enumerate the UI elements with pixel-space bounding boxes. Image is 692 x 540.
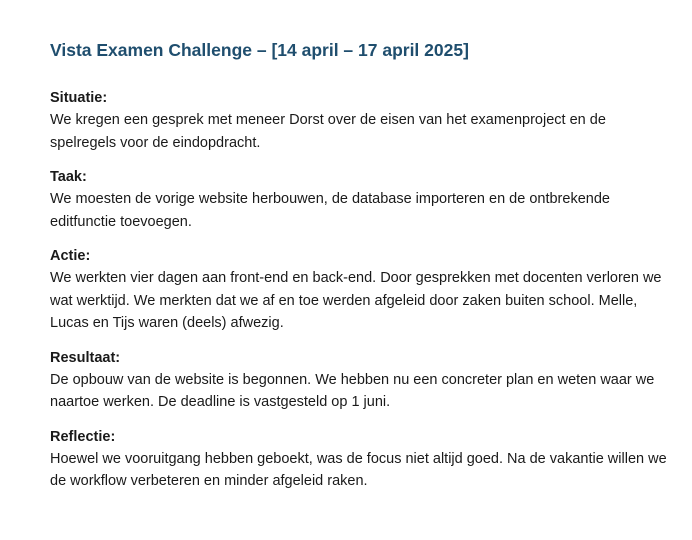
section-actie — [50, 245, 670, 335]
section-text: De opbouw van de website is begonnen. We hebben nu een concreter plan en weten waar we naartoe werken. De deadline is vastgesteld op 1 juni. — [50, 371, 655, 410]
section-situatie — [50, 87, 670, 154]
section-label: Actie: — [50, 248, 91, 264]
section-text: We kregen een gesprek met meneer Dorst over de eisen van het examenproject en de spelregels voor de eindopdracht. — [50, 112, 606, 151]
section-text: We moesten de vorige website herbouwen, de database importeren en de ontbrekende editfunctie toevoegen. — [50, 191, 610, 230]
section-label: Reflectie: — [50, 428, 116, 445]
section-taak — [50, 166, 670, 233]
document-title: Vista Examen Challenge – [14 april – 17 april 2025] — [50, 40, 469, 60]
section-text: Hoewel we vooruitgang hebben geboekt, was de focus niet altijd goed. Na de vakantie willen we de workflow verbeteren en minder afgeleid raken. — [50, 450, 667, 489]
section-label: Taak: — [50, 169, 87, 185]
section-label: Resultaat: — [50, 349, 121, 366]
section-label: Situatie: — [50, 90, 108, 106]
section-reflectie — [50, 426, 670, 493]
section-resultaat — [50, 347, 670, 414]
section-text: We werkten vier dagen aan front-end en back-end. Door gesprekken met docenten verloren we wat werktijd. We merkten dat we af en toe werden afgeleid door zaken buiten school. Melle, Lucas en Tijs waren (deels) afwezig. — [50, 270, 662, 331]
document — [50, 38, 670, 505]
